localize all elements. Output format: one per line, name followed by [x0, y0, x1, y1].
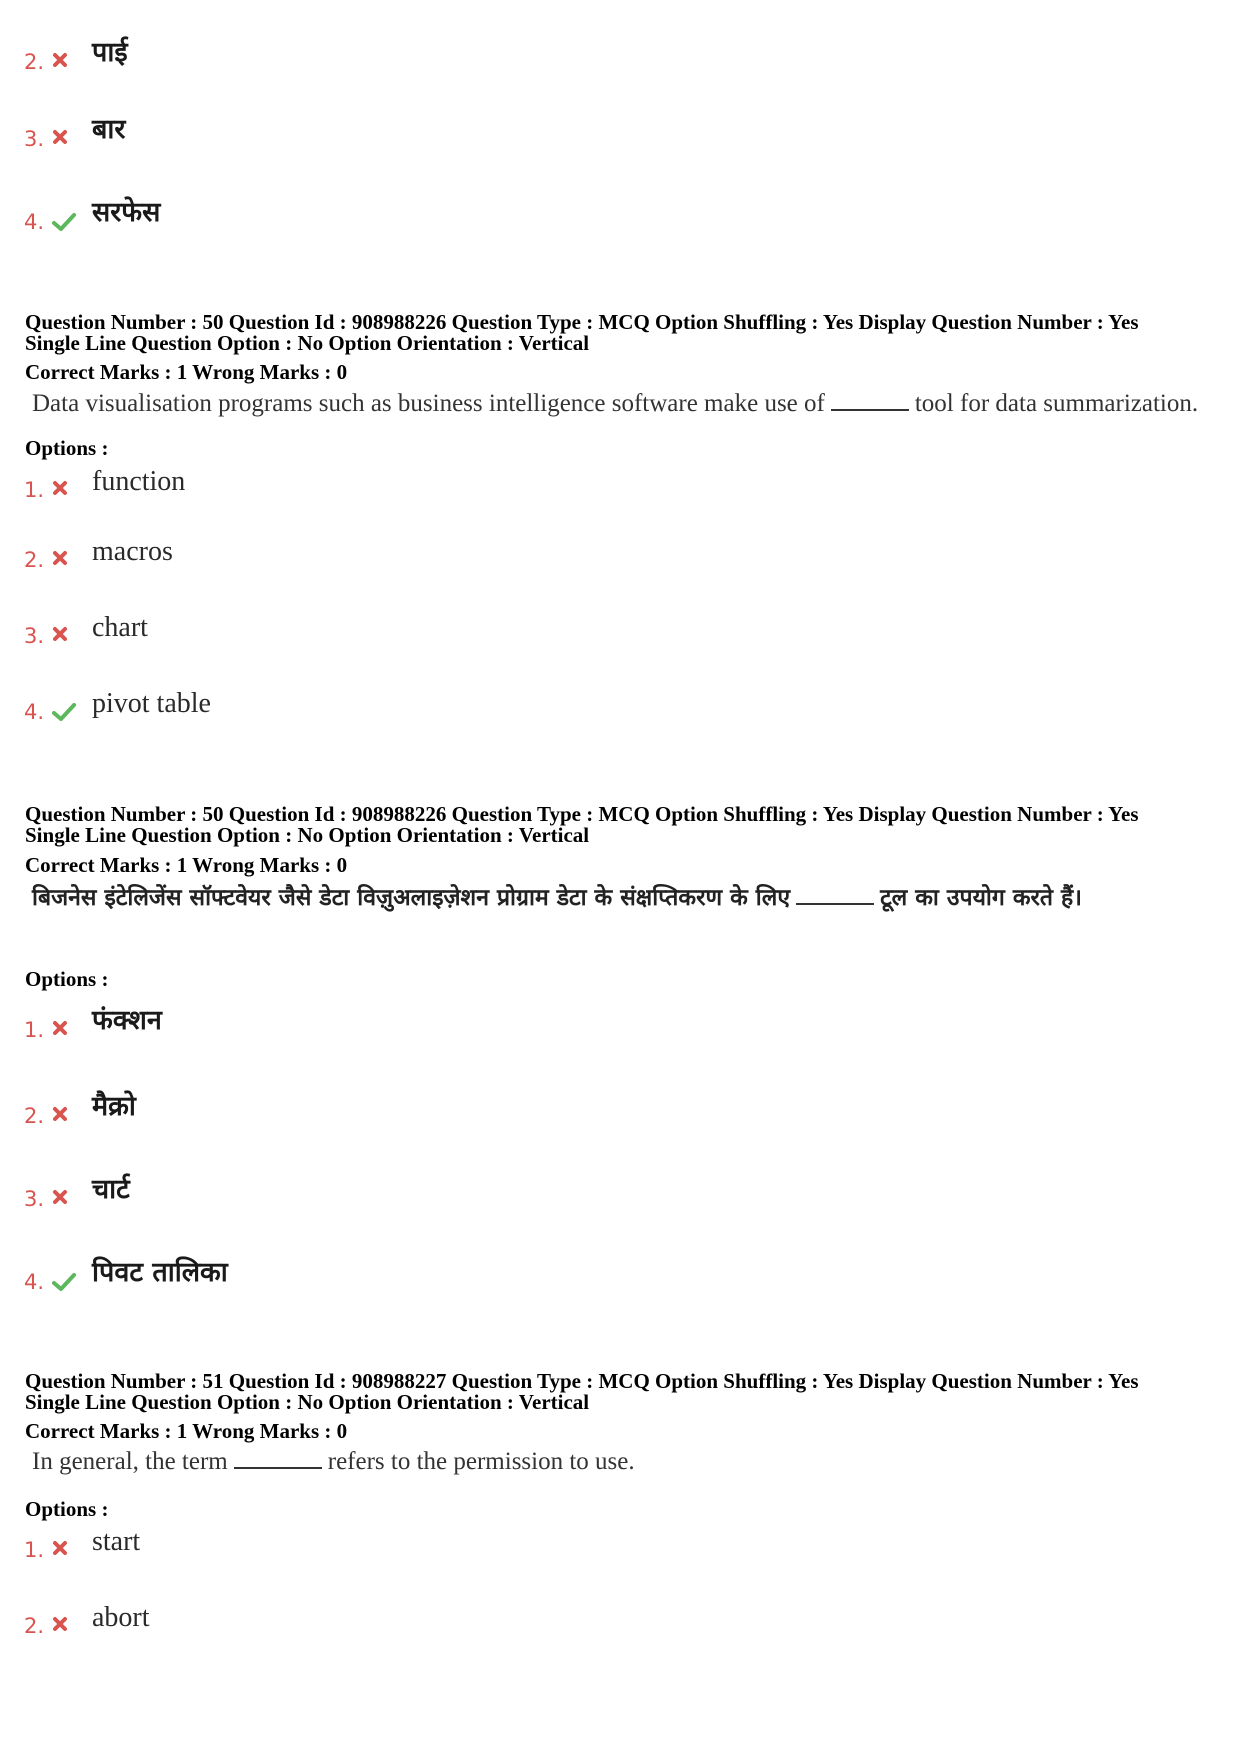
question-text: बिजनेस इंटेलिजेंस सॉफ्टवेयर जैसे डेटा विज़ुअलाइज़ेशन प्रोग्राम डेटा के संक्षप्तिकरण के लिए टूल का उपयोग करते हैं।	[32, 885, 1082, 911]
options-label: Options :	[25, 1497, 109, 1521]
question-text: Data visualisation programs such as business intelligence software make use of tool for data summarization.	[32, 390, 1199, 417]
option-number: 4.	[24, 210, 45, 234]
question-meta: Question Number : 50 Question Id : 908988226 Question Type : MCQ Option Shuffling : Yes Display Question Number : Yes Single Line Question Option : No Option Orientation : Vertical	[25, 802, 1139, 847]
question-text: In general, the term refers to the permission to use.	[32, 1448, 635, 1475]
option-number: 2.	[24, 1104, 45, 1128]
cross-icon	[52, 1189, 68, 1210]
option-text: फंक्शन	[92, 1005, 162, 1036]
option-number: 3.	[24, 127, 45, 151]
cross-icon	[52, 129, 68, 150]
option-number: 3.	[24, 624, 45, 648]
answer-blank	[234, 1467, 322, 1469]
option-number: 3.	[24, 1187, 45, 1211]
option-number: 1.	[24, 1018, 45, 1042]
options-label: Options :	[25, 967, 109, 991]
option-number: 1.	[24, 1538, 45, 1562]
check-icon	[52, 1272, 76, 1297]
option-number: 2.	[24, 50, 45, 74]
answer-blank	[831, 409, 909, 411]
option-number: 4.	[24, 1270, 45, 1294]
question-marks: Correct Marks : 1 Wrong Marks : 0	[25, 1419, 348, 1443]
question-meta: Question Number : 50 Question Id : 908988226 Question Type : MCQ Option Shuffling : Yes Display Question Number : Yes Single Line Question Option : No Option Orientation : Vertical	[25, 310, 1139, 355]
options-label: Options :	[25, 436, 109, 460]
check-icon	[52, 702, 76, 727]
cross-icon	[52, 626, 68, 647]
option-number: 1.	[24, 478, 45, 502]
option-text: abort	[92, 1602, 150, 1633]
answer-blank	[796, 903, 874, 905]
option-text: chart	[92, 612, 148, 643]
option-text: सरफेस	[92, 197, 161, 228]
option-text: pivot table	[92, 688, 211, 719]
option-text: मैक्रो	[92, 1091, 136, 1122]
question-marks: Correct Marks : 1 Wrong Marks : 0	[25, 360, 348, 384]
question-marks: Correct Marks : 1 Wrong Marks : 0	[25, 853, 348, 877]
question-meta: Question Number : 51 Question Id : 908988227 Question Type : MCQ Option Shuffling : Yes Display Question Number : Yes Single Line Question Option : No Option Orientation : Vertical	[25, 1369, 1139, 1414]
option-text: पिवट तालिका	[92, 1257, 228, 1288]
check-icon	[52, 212, 76, 237]
option-number: 4.	[24, 700, 45, 724]
option-number: 2.	[24, 548, 45, 572]
cross-icon	[52, 1540, 68, 1561]
cross-icon	[52, 1020, 68, 1041]
option-text: start	[92, 1526, 141, 1557]
cross-icon	[52, 480, 68, 501]
option-text: पाई	[92, 37, 128, 68]
cross-icon	[52, 52, 68, 73]
option-text: बार	[92, 114, 126, 145]
cross-icon	[52, 1616, 68, 1637]
option-text: macros	[92, 536, 173, 567]
option-number: 2.	[24, 1614, 45, 1638]
cross-icon	[52, 550, 68, 571]
cross-icon	[52, 1106, 68, 1127]
option-text: चार्ट	[92, 1174, 130, 1205]
option-text: function	[92, 466, 186, 497]
